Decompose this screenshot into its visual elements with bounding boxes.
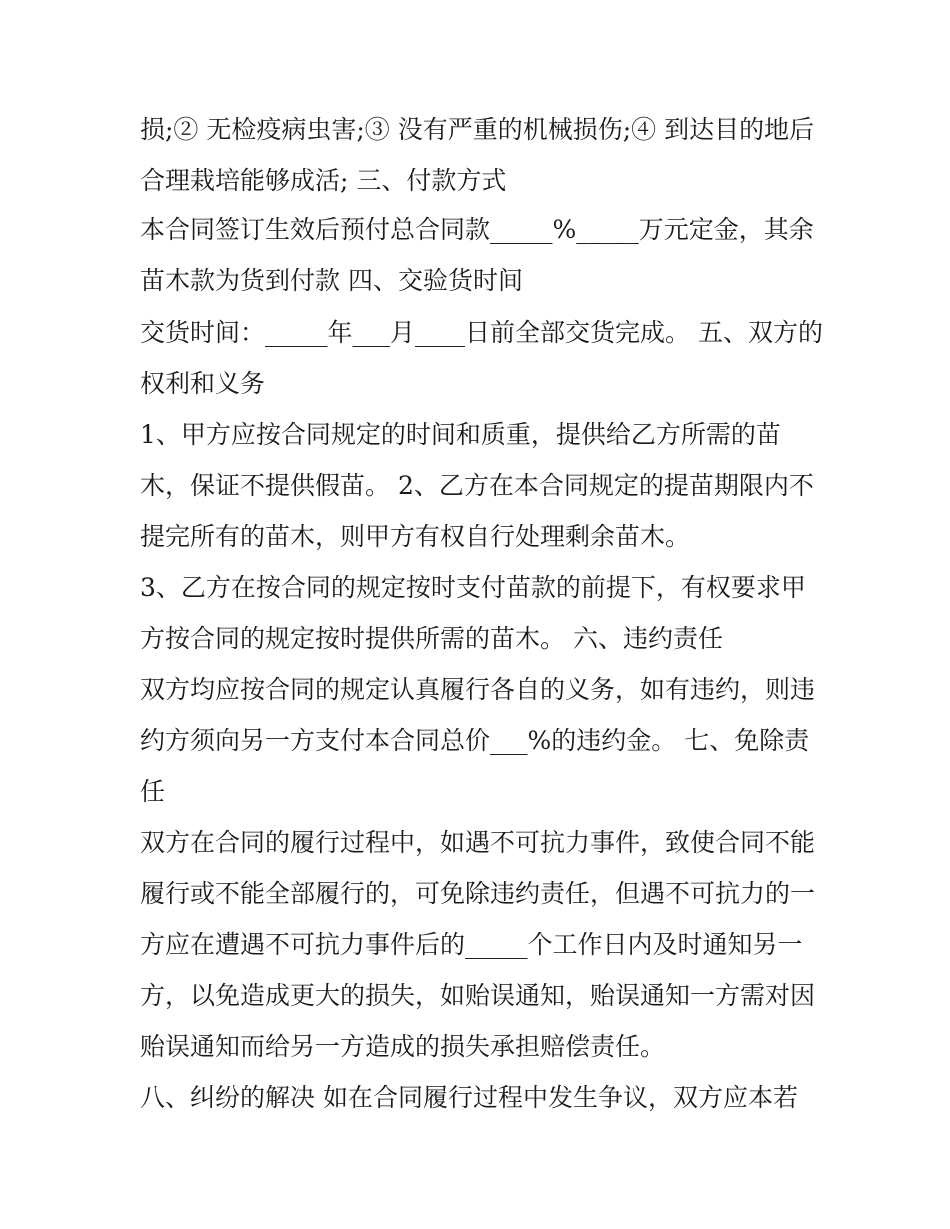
text-line: 任 <box>140 777 166 806</box>
text-line: 双方在合同的履行过程中，如遇不可抗力事件，致使合同不能 <box>140 828 816 857</box>
text-line: 双方均应按合同的规定认真履行各自的义务，如有违约，则违 <box>140 675 816 704</box>
text-line: 损;② 无检疫病虫害;③ 没有严重的机械损伤;④ 到达目的地后 <box>140 115 815 144</box>
text-line: 方，以免造成更大的损失，如贻误通知，贻误通知一方需对因 <box>140 981 816 1010</box>
text-line: 交货时间：_____年___月____日前全部交货完成。 五、双方的 <box>140 318 823 347</box>
text-line: 木，保证不提供假苗。 2、乙方在本合同规定的提苗期限内不 <box>140 471 814 500</box>
text-line: 方应在遭遇不可抗力事件后的_____个工作日内及时通知另一 <box>140 930 803 959</box>
text-line: 方按合同的规定按时提供所需的苗木。 六、违约责任 <box>140 624 723 653</box>
text-line: 1、甲方应按合同规定的时间和质重，提供给乙方所需的苗 <box>140 420 781 449</box>
text-line: 权利和义务 <box>140 369 266 398</box>
text-line: 3、乙方在按合同的规定按时支付苗款的前提下，有权要求甲 <box>140 573 806 602</box>
text-line: 苗木款为货到付款 四、交验货时间 <box>140 266 523 295</box>
text-line: 合理栽培能够成活; 三、付款方式 <box>140 166 507 195</box>
text-line: 约方须向另一方支付本合同总价___%的违约金。 七、免除责 <box>140 726 810 755</box>
text-line: 本合同签订生效后预付总合同款_____%_____万元定金，其余 <box>140 215 814 244</box>
text-line: 八、纠纷的解决 如在合同履行过程中发生争议，双方应本若 <box>140 1083 798 1112</box>
text-line: 贻误通知而给另一方造成的损失承担赔偿责任。 <box>140 1032 666 1061</box>
text-line: 提完所有的苗木，则甲方有权自行处理剩余苗木。 <box>140 522 691 551</box>
text-line: 履行或不能全部履行的，可免除违约责任，但遇不可抗力的一 <box>140 879 816 908</box>
